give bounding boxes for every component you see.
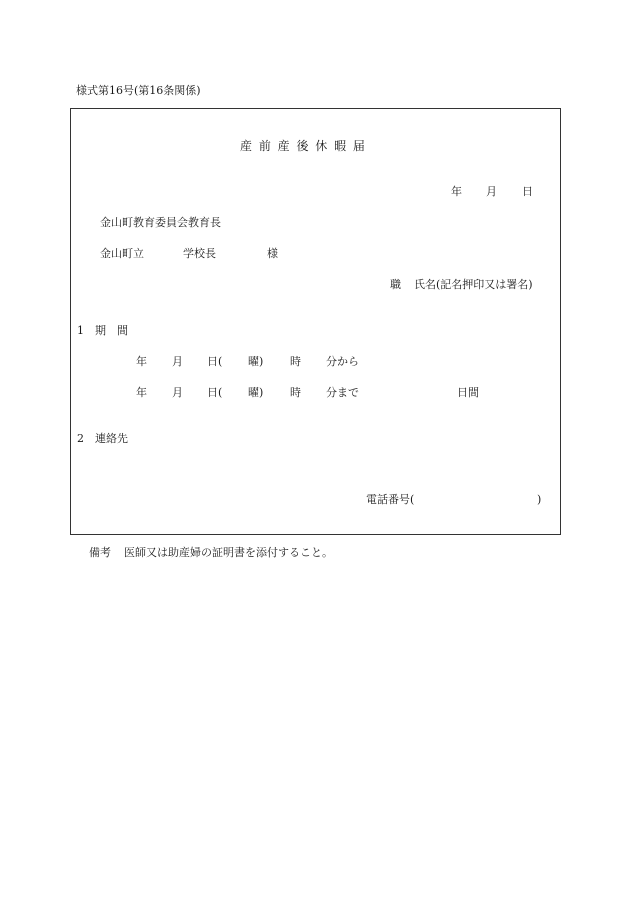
form-number: 様式第16号(第16条関係) — [76, 84, 201, 97]
applicant-position-label: 職 — [390, 278, 401, 291]
remarks-text: 医師又は助産婦の証明書を添付すること。 — [124, 546, 333, 559]
to-hour-label: 時 — [290, 386, 301, 399]
applicant-name-label: 氏名(記名押印又は署名) — [414, 278, 533, 291]
to-weekday-label: 曜) — [248, 386, 264, 399]
to-minute-label: 分まで — [326, 386, 359, 399]
section2-number: 2 — [77, 432, 84, 445]
section1-heading: 期 間 — [95, 324, 128, 337]
addressee-honorific: 様 — [267, 247, 278, 260]
phone-label: 電話番号( — [366, 493, 415, 506]
addressee-superintendent: 金山町教育委員会教育長 — [100, 216, 221, 229]
to-day-label: 日( — [207, 386, 223, 399]
date-year-label: 年 — [451, 185, 462, 198]
to-month-label: 月 — [172, 386, 183, 399]
addressee-school-prefix: 金山町立 — [100, 247, 144, 260]
section2-heading: 連絡先 — [95, 432, 128, 445]
from-day-label: 日( — [207, 355, 223, 368]
phone-close-paren: ) — [537, 493, 542, 506]
to-year-label: 年 — [136, 386, 147, 399]
from-hour-label: 時 — [290, 355, 301, 368]
section1-number: 1 — [77, 324, 84, 337]
from-weekday-label: 曜) — [248, 355, 264, 368]
form-title: 産 前 産 後 休 暇 届 — [240, 139, 365, 153]
form-frame — [70, 108, 561, 535]
days-count-label: 日間 — [457, 386, 479, 399]
from-minute-label: 分から — [326, 355, 359, 368]
date-month-label: 月 — [486, 185, 497, 198]
from-month-label: 月 — [172, 355, 183, 368]
addressee-principal: 学校長 — [183, 247, 216, 260]
date-day-label: 日 — [522, 185, 533, 198]
remarks-label: 備考 — [89, 546, 111, 559]
from-year-label: 年 — [136, 355, 147, 368]
